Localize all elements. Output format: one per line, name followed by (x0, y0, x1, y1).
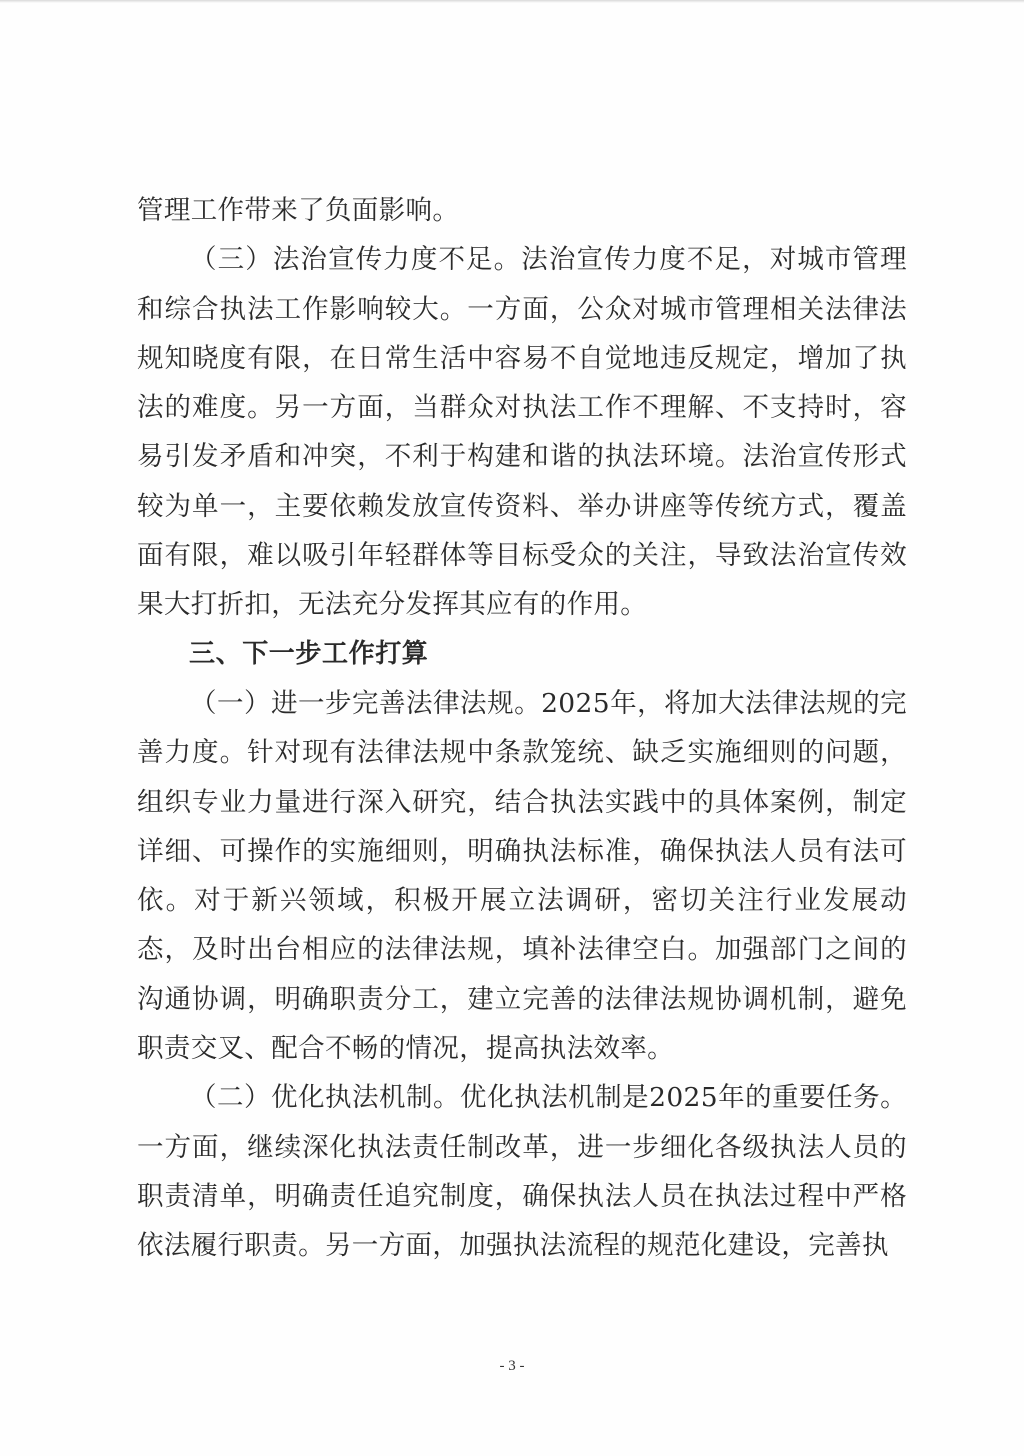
scan-edge (0, 0, 1024, 3)
document-body (137, 186, 907, 1271)
continuation-paragraph: 管理工作带来了负面影响。 (137, 195, 460, 226)
paragraph-improve-laws: （一）进一步完善法律法规。2025年，将加大法律法规的完善力度。针对现有法律法规中条款笼统、缺乏实施细则的问题，组织专业力量进行深入研究，结合执法实践中的具体案例，制定详细、可操作的实施细则，明确执法标准，确保执法人员有法可依。对于新兴领域，积极开展立法调研，密切关注行业发展动态，及时出台相应的法律法规，填补法律空白。加强部门之间的沟通协调，明确职责分工，建立完善的法律法规协调机制，避免职责交叉、配合不畅的情况，提高执法效率。 (137, 687, 907, 1065)
page-number: - 3 - (499, 1358, 525, 1374)
section-heading-next-steps: 三、下一步工作打算 (189, 638, 429, 669)
paragraph-rule-of-law-publicity: （三）法治宣传力度不足。法治宣传力度不足，对城市管理和综合执法工作影响较大。一方面，公众对城市管理相关法律法规知晓度有限，在日常生活中容易不自觉地违反规定，增加了执法的难度。另一方面，当群众对执法工作不理解、不支持时，容易引发矛盾和冲突，不利于构建和谐的执法环境。法治宣传形式较为单一，主要依赖发放宣传资料、举办讲座等传统方式，覆盖面有限，难以吸引年轻群体等目标受众的关注，导致法治宣传效果大打折扣，无法充分发挥其应有的作用。 (137, 244, 907, 621)
paragraph-optimize-enforcement: （二）优化执法机制。优化执法机制是2025年的重要任务。一方面，继续深化执法责任制改革，进一步细化各级执法人员的职责清单，明确责任追究制度，确保执法人员在执法过程中严格依法履行职责。另一方面，加强执法流程的规范化建设，完善执 (137, 1082, 907, 1262)
